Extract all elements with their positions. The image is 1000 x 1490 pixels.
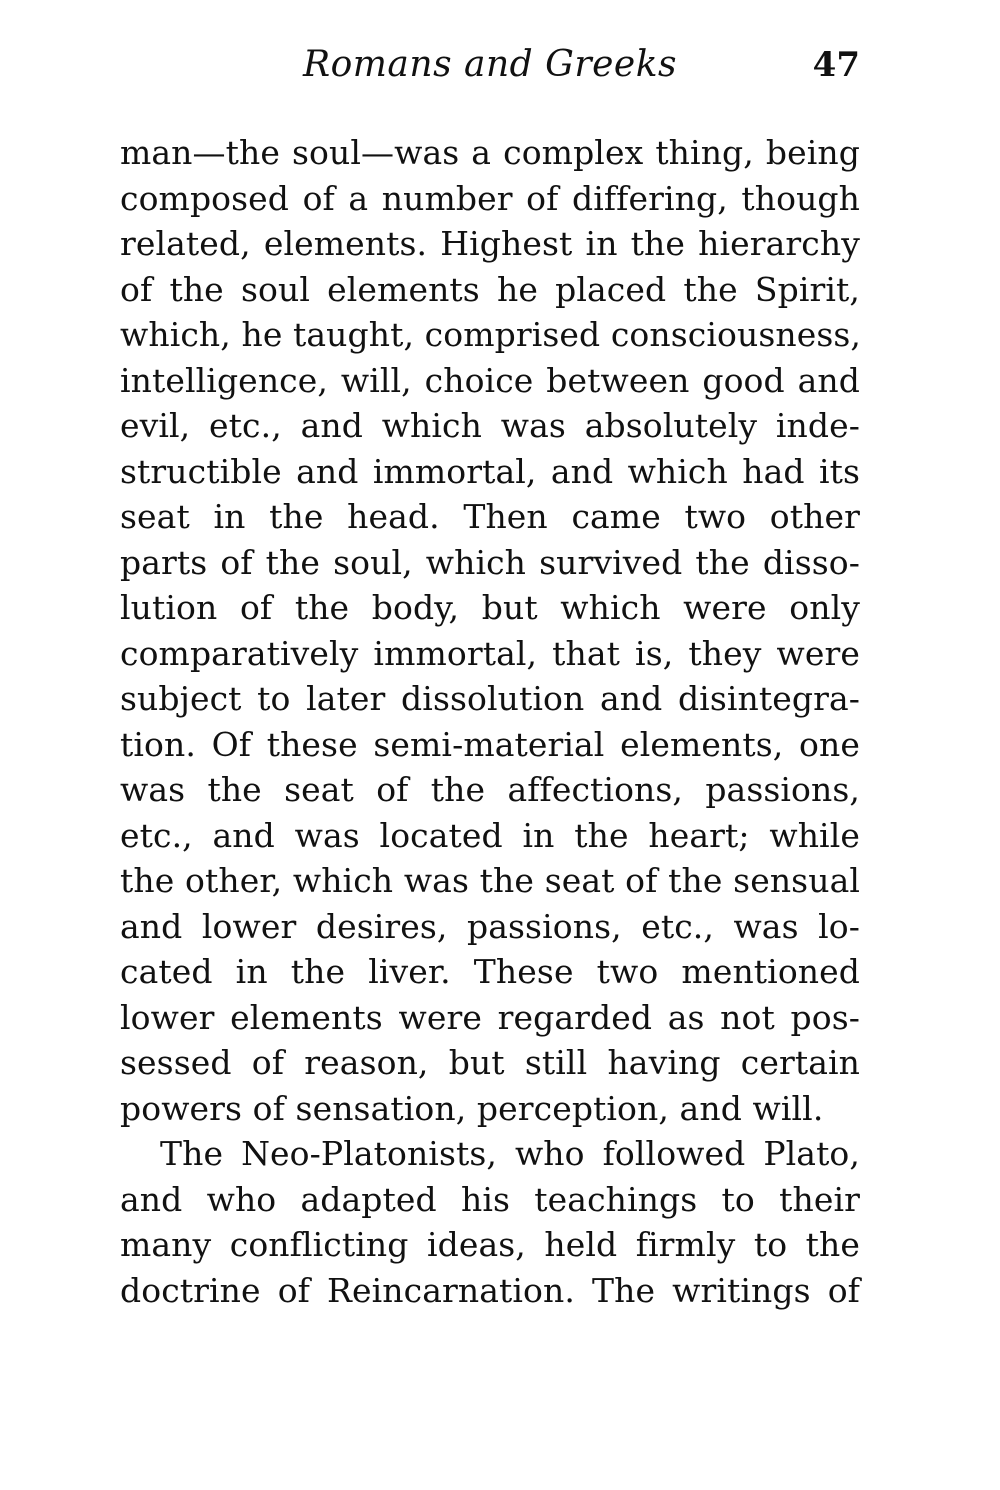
text-line: man—the soul—was a complex thing, being	[120, 133, 860, 172]
running-header	[120, 40, 860, 90]
paragraph-1	[120, 130, 860, 1131]
body-text	[120, 130, 860, 1313]
text-line: lower elements were regarded as not pos-	[120, 997, 860, 1037]
text-line: seat in the head. Then came two other	[120, 497, 860, 536]
text-line: etc., and was located in the heart; while	[120, 815, 860, 855]
text-line: doctrine of Reincarnation. The writings of	[120, 1270, 860, 1310]
text-line: which, he taught, comprised consciousness,	[120, 315, 861, 354]
text-line: sessed of reason, but still having certain	[120, 1043, 860, 1082]
text-line: The Neo-Platonists, who followed Plato,	[160, 1134, 860, 1173]
page-number: 47	[812, 45, 860, 85]
text-line: tion. Of these semi-material elements, one	[120, 724, 860, 764]
text-line: the other, which was the seat of the sensual	[120, 861, 860, 900]
text-line: parts of the soul, which survived the disso-	[120, 542, 860, 582]
running-title: Romans and Greeks	[303, 44, 677, 85]
text-line: composed of a number of differing, though	[120, 178, 860, 218]
paragraph-2	[120, 1131, 860, 1313]
text-line: and who adapted his teachings to their	[120, 1179, 860, 1219]
text-line: comparatively immortal, that is, they were	[120, 633, 860, 673]
text-line: structible and immortal, and which had its	[120, 451, 860, 491]
text-line: of the soul elements he placed the Spirit,	[120, 269, 860, 309]
text-line: lution of the body, but which were only	[120, 588, 860, 627]
text-line: many conflicting ideas, held firmly to the	[120, 1225, 860, 1264]
text-line: subject to later dissolution and disintegra-	[120, 679, 860, 718]
text-line: evil, etc., and which was absolutely inde-	[120, 406, 860, 445]
text-line: intelligence, will, choice between good and	[120, 360, 860, 400]
text-line: was the seat of the affections, passions,	[120, 770, 860, 809]
text-line: powers of sensation, perception, and will.	[120, 1088, 824, 1128]
text-line: cated in the liver. These two mentioned	[120, 952, 860, 991]
text-line: and lower desires, passions, etc., was lo-	[120, 906, 860, 946]
text-line: related, elements. Highest in the hierarchy	[120, 224, 860, 263]
